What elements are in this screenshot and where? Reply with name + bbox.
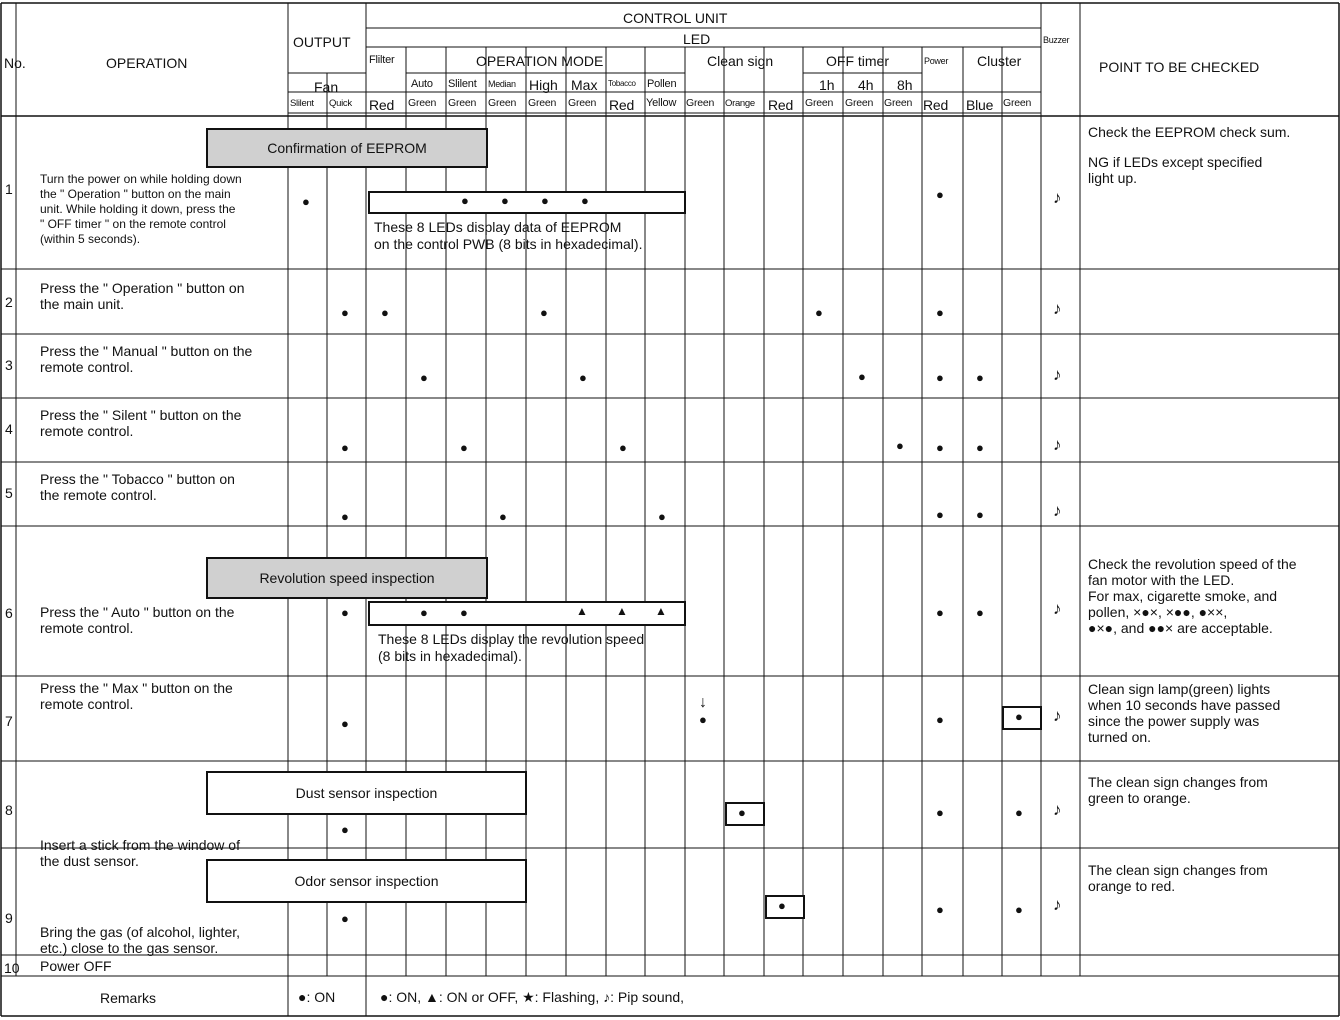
header-fan: Fan [314, 79, 339, 95]
led-color-label: Green [805, 97, 834, 109]
operation-line: Bring the gas (of alcohol, lighter, [40, 924, 241, 940]
operation-text [40, 604, 234, 636]
check-line: orange to red. [1088, 878, 1176, 894]
header-control-unit: CONTROL UNIT [623, 10, 728, 26]
on-dot: ● [976, 507, 984, 522]
on-dot: ● [579, 370, 587, 385]
check-line: light up. [1088, 170, 1138, 186]
check-text [1088, 681, 1280, 745]
row-number: 9 [5, 910, 13, 926]
on-dot: ● [976, 605, 984, 620]
revolution-note-line: (8 bits in hexadecimal). [378, 648, 522, 664]
operation-line: Press the " Auto " button on the [40, 604, 235, 620]
row-number: 8 [5, 802, 13, 818]
pip-icon: ♪ [1053, 599, 1062, 618]
operation-text [40, 680, 233, 712]
operation-line: Turn the power on while holding down [40, 172, 242, 186]
pip-icon: ♪ [1053, 365, 1062, 384]
operation-text [40, 958, 112, 974]
on-dot: ● [420, 370, 428, 385]
header-off-timer: OFF timer [826, 53, 889, 69]
check-text [1088, 124, 1290, 186]
header-buzzer: Buzzer [1043, 35, 1070, 45]
remarks-label: Remarks [100, 990, 157, 1006]
on-dot: ● [936, 507, 944, 522]
header-no: No. [4, 55, 26, 71]
row-number: 4 [5, 421, 13, 437]
banner-dust: Dust sensor inspection [206, 771, 527, 815]
operation-line: remote control. [40, 620, 134, 636]
operation-line: (within 5 seconds). [40, 232, 141, 246]
on-dot: ● [460, 605, 468, 620]
banner-odor: Odor sensor inspection [206, 859, 527, 903]
revolution-note-line: These 8 LEDs display the revolution speed [378, 631, 645, 647]
led-color-label: Quick [329, 98, 352, 109]
row-number: 5 [5, 485, 13, 501]
led-color-label: Green [845, 97, 874, 109]
header-operation-mode: OPERATION MODE [476, 53, 604, 69]
on-dot: ● [381, 305, 389, 320]
on-dot: ● [858, 369, 866, 384]
operation-line: the remote control. [40, 487, 157, 503]
operation-text [40, 471, 235, 503]
on-dot: ● [936, 440, 944, 455]
on-dot: ● [341, 716, 349, 731]
led-color-label: Red [768, 97, 794, 113]
led-color-label: Green [488, 97, 517, 109]
header-timer-1h: 1h [819, 77, 835, 93]
on-dot: ● [341, 440, 349, 455]
operation-text [40, 407, 241, 439]
pip-icon: ♪ [1053, 706, 1062, 725]
header-flilter: Flilter [369, 54, 395, 66]
on-dot: ● [699, 712, 707, 727]
eeprom-note-line: These 8 LEDs display data of EEPROM [374, 219, 622, 235]
operation-line: the dust sensor. [40, 853, 139, 869]
led-color-label: Red [369, 97, 395, 113]
on-dot: ● [896, 438, 904, 453]
either-triangle: ▲ [616, 604, 628, 618]
on-dot: ● [778, 898, 786, 913]
on-dot: ● [499, 509, 507, 524]
eeprom-led-group [368, 191, 686, 214]
led-color-label: Green [686, 97, 715, 109]
on-dot: ● [460, 440, 468, 455]
on-dot: ● [936, 370, 944, 385]
on-dot: ● [619, 440, 627, 455]
operation-line: the main unit. [40, 296, 125, 312]
on-dot: ● [936, 805, 944, 820]
banner-eeprom: Confirmation of EEPROM [206, 128, 488, 168]
led-color-label: Green [884, 97, 913, 109]
header-timer-8h: 8h [897, 77, 913, 93]
on-dot: ● [341, 305, 349, 320]
operation-line: etc.) close to the gas sensor. [40, 940, 219, 956]
check-line: since the power supply was [1088, 713, 1260, 729]
header-mode-median: Median [488, 79, 516, 89]
check-line: Check the EEPROM check sum. [1088, 124, 1291, 140]
pip-icon: ♪ [1053, 800, 1062, 819]
header-mode-tobacco: Tobacco [608, 79, 636, 88]
operation-text [40, 280, 245, 312]
row-number: 10 [4, 960, 20, 976]
check-line: ●×●, and ●●× are acceptable. [1088, 620, 1273, 636]
header-point: POINT TO BE CHECKED [1099, 59, 1260, 75]
row-number: 3 [5, 357, 13, 373]
revolution-led-group [368, 601, 686, 626]
check-text [1088, 556, 1297, 636]
on-dot: ● [341, 509, 349, 524]
row-number: 1 [5, 181, 13, 197]
led-color-label: Green [448, 97, 477, 109]
header-timer-4h: 4h [858, 77, 874, 93]
on-dot: ● [976, 440, 984, 455]
check-line: fan motor with the LED. [1088, 572, 1235, 588]
on-dot: ● [1015, 709, 1023, 724]
operation-text [40, 343, 252, 375]
on-dot: ● [1015, 902, 1023, 917]
operation-line: remote control. [40, 423, 134, 439]
on-dot: ● [302, 194, 310, 209]
operation-line: remote control. [40, 696, 134, 712]
on-dot: ● [658, 509, 666, 524]
on-dot: ● [976, 370, 984, 385]
on-dot: ● [341, 605, 349, 620]
either-triangle: ▲ [655, 604, 667, 618]
operation-line: unit. While holding it down, press the [40, 202, 236, 216]
row-number: 2 [5, 294, 13, 310]
operation-line: Press the " Operation " button on [40, 280, 245, 296]
check-line: The clean sign changes from [1088, 774, 1268, 790]
header-mode-high: High [529, 77, 558, 93]
operation-line: the " Operation " button on the main [40, 187, 231, 201]
revolution-note [378, 631, 644, 665]
led-color-label: Red [923, 97, 949, 113]
operation-line: " OFF timer " on the remote control [40, 217, 226, 231]
on-dot: ● [540, 305, 548, 320]
pip-icon: ♪ [1053, 299, 1062, 318]
eeprom-note [374, 219, 642, 253]
on-dot: ● [341, 822, 349, 837]
header-power: Power [924, 56, 949, 66]
header-operation: OPERATION [106, 55, 188, 71]
led-color-label: Slilent [290, 98, 314, 109]
operation-line: Press the " Silent " button on the [40, 407, 242, 423]
on-dot: ● [738, 805, 746, 820]
check-text [1088, 862, 1268, 894]
check-line: For max, cigarette smoke, and [1088, 588, 1278, 604]
on-dot: ● [461, 193, 469, 208]
on-dot: ● [541, 193, 549, 208]
header-output: OUTPUT [293, 34, 351, 50]
header-clean-sign: Clean sign [707, 53, 774, 69]
header-mode-pollen: Pollen [647, 78, 677, 90]
led-color-label: Green [568, 97, 597, 109]
on-dot: ● [341, 911, 349, 926]
pip-icon: ♪ [1053, 188, 1062, 207]
check-line [1088, 140, 1290, 154]
eeprom-note-line: on the control PWB (8 bits in hexadecimal). [374, 236, 643, 252]
operation-text [40, 172, 242, 247]
either-triangle: ▲ [576, 604, 588, 618]
check-line: The clean sign changes from [1088, 862, 1268, 878]
pip-icon: ♪ [1053, 501, 1062, 520]
remarks-control: ●: ON, ▲: ON or OFF, ★: Flashing, ♪: Pip sound, [380, 989, 685, 1005]
header-mode-slilent: Slilent [448, 78, 477, 90]
operation-line: Press the " Manual " button on the [40, 343, 253, 359]
operation-text [40, 924, 240, 956]
operation-line: Insert a stick from the window of [40, 837, 240, 853]
led-color-label: Blue [966, 97, 994, 113]
on-dot: ● [815, 305, 823, 320]
row-number: 7 [5, 713, 13, 729]
remarks-output: ●: ON [298, 989, 336, 1005]
on-dot: ● [1015, 805, 1023, 820]
on-dot: ● [501, 193, 509, 208]
led-color-label: Green [408, 97, 437, 109]
down-arrow-icon: ↓ [699, 694, 707, 711]
on-dot: ● [936, 605, 944, 620]
check-line: green to orange. [1088, 790, 1191, 806]
banner-revolution: Revolution speed inspection [206, 557, 488, 599]
check-text [1088, 774, 1268, 806]
header-mode-max: Max [571, 77, 598, 93]
row-number: 6 [5, 605, 13, 621]
check-line: Check the revolution speed of the [1088, 556, 1297, 572]
led-color-label: Green [1003, 97, 1032, 109]
operation-line: Press the " Tobacco " button on [40, 471, 235, 487]
header-cluster: Cluster [977, 53, 1022, 69]
operation-line: remote control. [40, 359, 134, 375]
led-color-label: Green [528, 97, 557, 109]
led-color-label: Red [609, 97, 635, 113]
operation-line: Press the " Max " button on the [40, 680, 233, 696]
on-dot: ● [581, 193, 589, 208]
header-led: LED [683, 31, 711, 47]
on-dot: ● [936, 187, 944, 202]
check-line: turned on. [1088, 729, 1152, 745]
check-line: Clean sign lamp(green) lights [1088, 681, 1271, 697]
pip-icon: ♪ [1053, 895, 1062, 914]
led-color-label: Yellow [646, 97, 677, 109]
operation-line: Power OFF [40, 958, 112, 974]
led-color-label: Orange [725, 98, 755, 109]
check-line: NG if LEDs except specified [1088, 154, 1263, 170]
check-line: pollen, ×●×, ×●●, ●××, [1088, 604, 1228, 620]
on-dot: ● [420, 605, 428, 620]
pip-icon: ♪ [1053, 435, 1062, 454]
check-line: when 10 seconds have passed [1088, 697, 1281, 713]
on-dot: ● [936, 305, 944, 320]
header-mode-auto: Auto [411, 78, 433, 90]
on-dot: ● [936, 902, 944, 917]
on-dot: ● [936, 712, 944, 727]
